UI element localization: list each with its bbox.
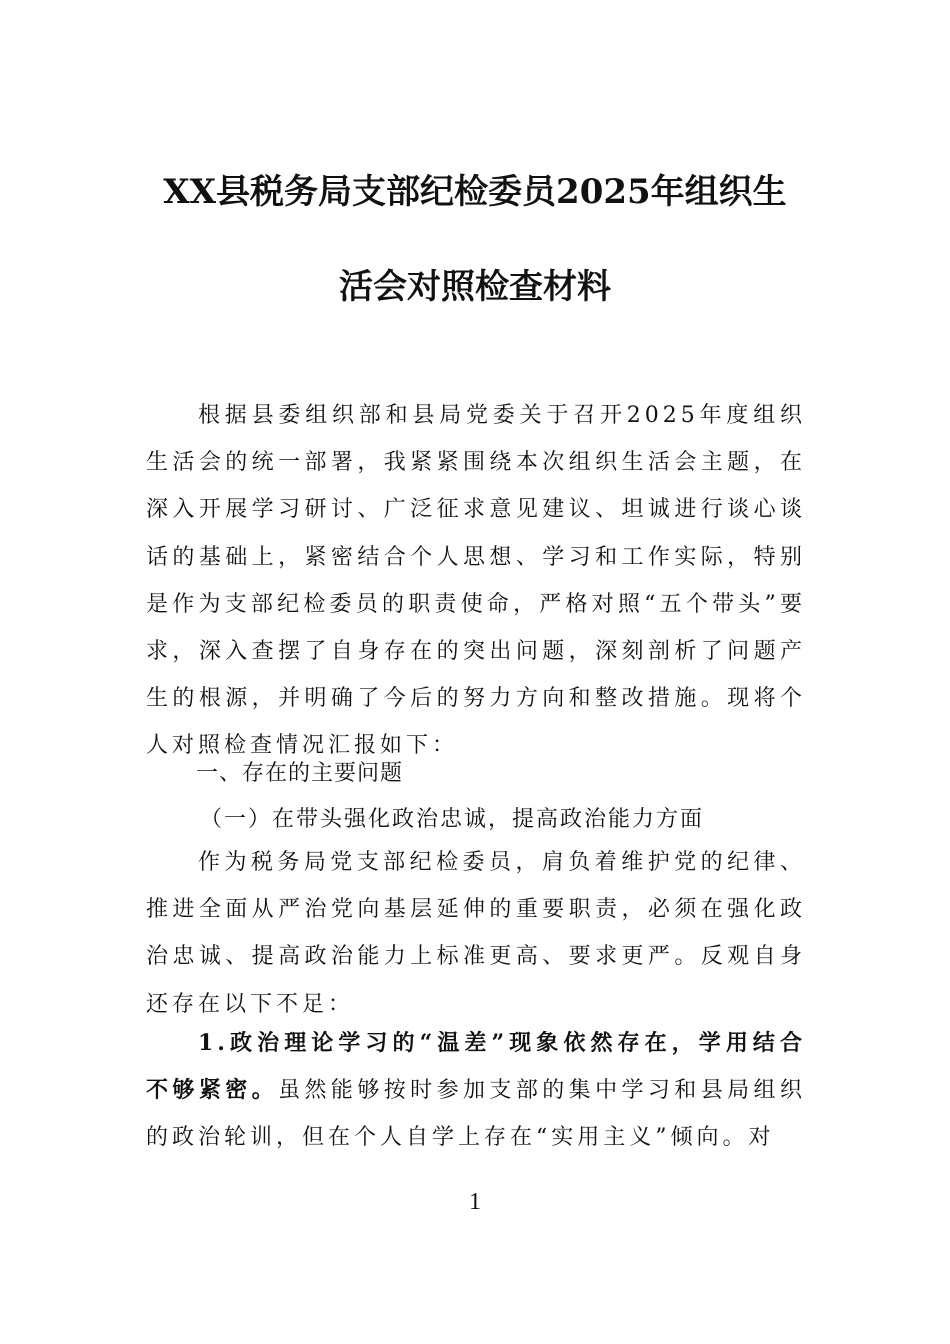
section-heading: 一、存在的主要问题 [196,761,404,786]
document-title-line-2: 活会对照检查材料 [339,267,611,307]
point-paragraph [146,1020,806,1162]
page-number: 1 [469,1189,481,1215]
point-lead-sentence: 1.政治理论学习的“温差”现象依然存在，学用结合不够紧密。 [146,1030,806,1104]
document-title-line-1: XX县税务局支部纪检委员2025年组织生 [163,172,787,212]
body-paragraph: 作为税务局党支部纪检委员，肩负着维护党的纪律、推进全面从严治党向基层延伸的重要职责，必须在强化政治忠诚、提高政治能力上标准更高、要求更严。反观自身还存在以下不足： [146,850,806,1017]
subsection-heading: （一）在带头强化政治忠诚，提高政治能力方面 [200,807,705,832]
point-body-text: 虽然能够按时参加支部的集中学习和县局组织的政治轮训，但在个人自学上存在“实用主义”倾向。对 [146,1078,806,1151]
intro-paragraph: 根据县委组织部和县局党委关于召开2025年度组织生活会的统一部署，我紧紧围绕本次组织生活会主题，在深入开展学习研讨、广泛征求意见建议、坦诚进行谈心谈话的基础上，紧密结合个人思想、学习和工作实际，特别是作为支部纪检委员的职责使命，严格对照“五个带头”要求，深入查摆了自身存在的突出问题，深刻剖析了问题产生的根源，并明确了今后的努力方向和整改措施。现将个人对照检查情况汇报如下： [146,403,806,759]
